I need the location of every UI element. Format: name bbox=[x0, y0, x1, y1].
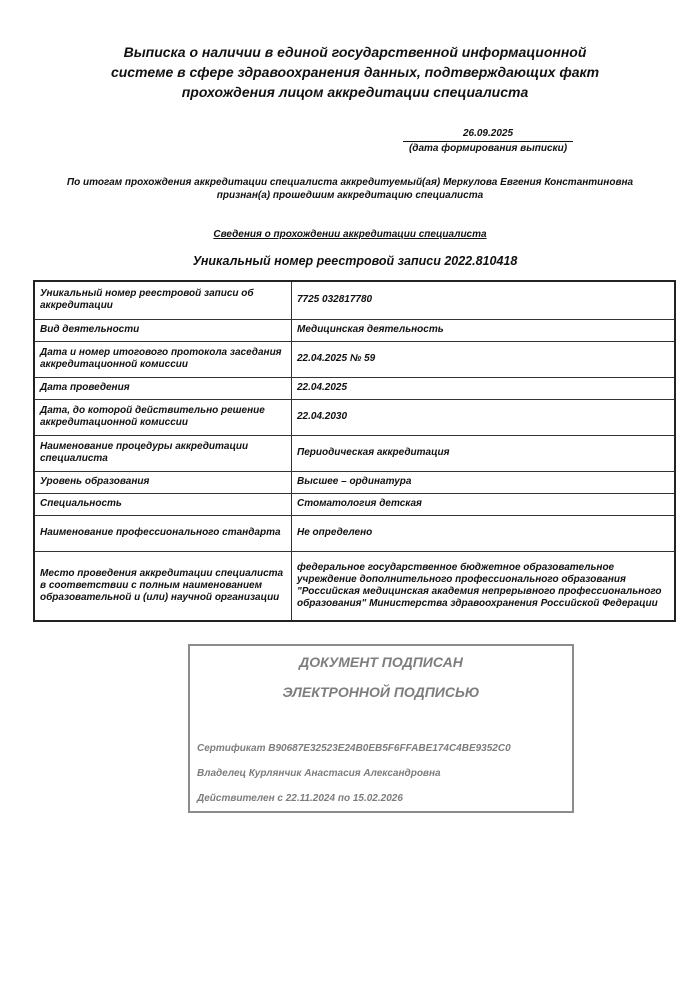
row-label: Специальность bbox=[34, 493, 292, 515]
registry-number-heading: Уникальный номер реестровой записи 2022.810418 bbox=[192, 254, 518, 268]
row-label: Уникальный номер реестровой записи об аккредитации bbox=[34, 281, 292, 319]
accreditation-result bbox=[40, 176, 660, 202]
document-title-line: системе в сфере здравоохранения данных, подтверждающих факт bbox=[110, 64, 600, 80]
table-row bbox=[34, 399, 675, 435]
row-value: федеральное государственное бюджетное образовательное учреждение дополнительного профессионального образования "Российская медицинская академия непрерывного профессионального образования" Министерства здравоохранения Российской Федерации bbox=[292, 551, 676, 621]
row-value: Высшее – ординатура bbox=[292, 471, 676, 493]
row-value: Медицинская деятельность bbox=[292, 319, 676, 341]
row-value: 22.04.2025 № 59 bbox=[292, 341, 676, 377]
row-label: Наименование процедуры аккредитации специалиста bbox=[34, 435, 292, 471]
stamp-heading-electronic: ЭЛЕКТРОННОЙ ПОДПИСЬЮ bbox=[282, 684, 480, 700]
table-row bbox=[34, 341, 675, 377]
table-row bbox=[34, 551, 675, 621]
row-label: Уровень образования bbox=[34, 471, 292, 493]
row-value: 7725 032817780 bbox=[292, 281, 676, 319]
stamp-validity: Действителен с 22.11.2024 по 15.02.2026 bbox=[197, 793, 403, 804]
document-title-line: прохождения лицом аккредитации специалиста bbox=[181, 84, 529, 100]
document-title bbox=[60, 42, 650, 102]
electronic-signature-stamp bbox=[188, 644, 574, 813]
row-label: Дата, до которой действительно решение аккредитационной комиссии bbox=[34, 399, 292, 435]
table-row bbox=[34, 493, 675, 515]
table-row bbox=[34, 515, 675, 551]
row-label: Вид деятельности bbox=[34, 319, 292, 341]
result-line: По итогам прохождения аккредитации специалиста аккредитуемый(ая) Меркулова Евгения Константиновна bbox=[66, 177, 634, 188]
stamp-certificate: Сертификат B90687E32523E24B0EB5F6FFABE174C4BE9352C0 bbox=[197, 743, 511, 754]
formation-date: 26.09.2025 bbox=[403, 128, 573, 142]
row-value: 22.04.2025 bbox=[292, 377, 676, 399]
table-row bbox=[34, 377, 675, 399]
formation-date-block bbox=[403, 128, 573, 156]
row-value: 22.04.2030 bbox=[292, 399, 676, 435]
table-row bbox=[34, 471, 675, 493]
table-row bbox=[34, 319, 675, 341]
stamp-heading-signed: ДОКУМЕНТ ПОДПИСАН bbox=[299, 654, 463, 670]
result-line: признан(а) прошедшим аккредитацию специалиста bbox=[216, 190, 484, 201]
section-heading: Сведения о прохождении аккредитации специалиста bbox=[213, 229, 487, 240]
row-label: Дата проведения bbox=[34, 377, 292, 399]
stamp-owner: Владелец Курлянчик Анастасия Александровна bbox=[197, 768, 441, 779]
table-row bbox=[34, 281, 675, 319]
row-label: Наименование профессионального стандарта bbox=[34, 515, 292, 551]
formation-date-caption: (дата формирования выписки) bbox=[408, 143, 568, 154]
document-title-line: Выписка о наличии в единой государственной информационной bbox=[123, 44, 587, 60]
row-value: Не определено bbox=[292, 515, 676, 551]
row-label: Место проведения аккредитации специалиста в соответствии с полным наименованием образовательной и (или) научной организации bbox=[34, 551, 292, 621]
row-value: Стоматология детская bbox=[292, 493, 676, 515]
table-row bbox=[34, 435, 675, 471]
row-value: Периодическая аккредитация bbox=[292, 435, 676, 471]
row-label: Дата и номер итогового протокола заседания аккредитационной комиссии bbox=[34, 341, 292, 377]
accreditation-info-table bbox=[33, 280, 676, 622]
